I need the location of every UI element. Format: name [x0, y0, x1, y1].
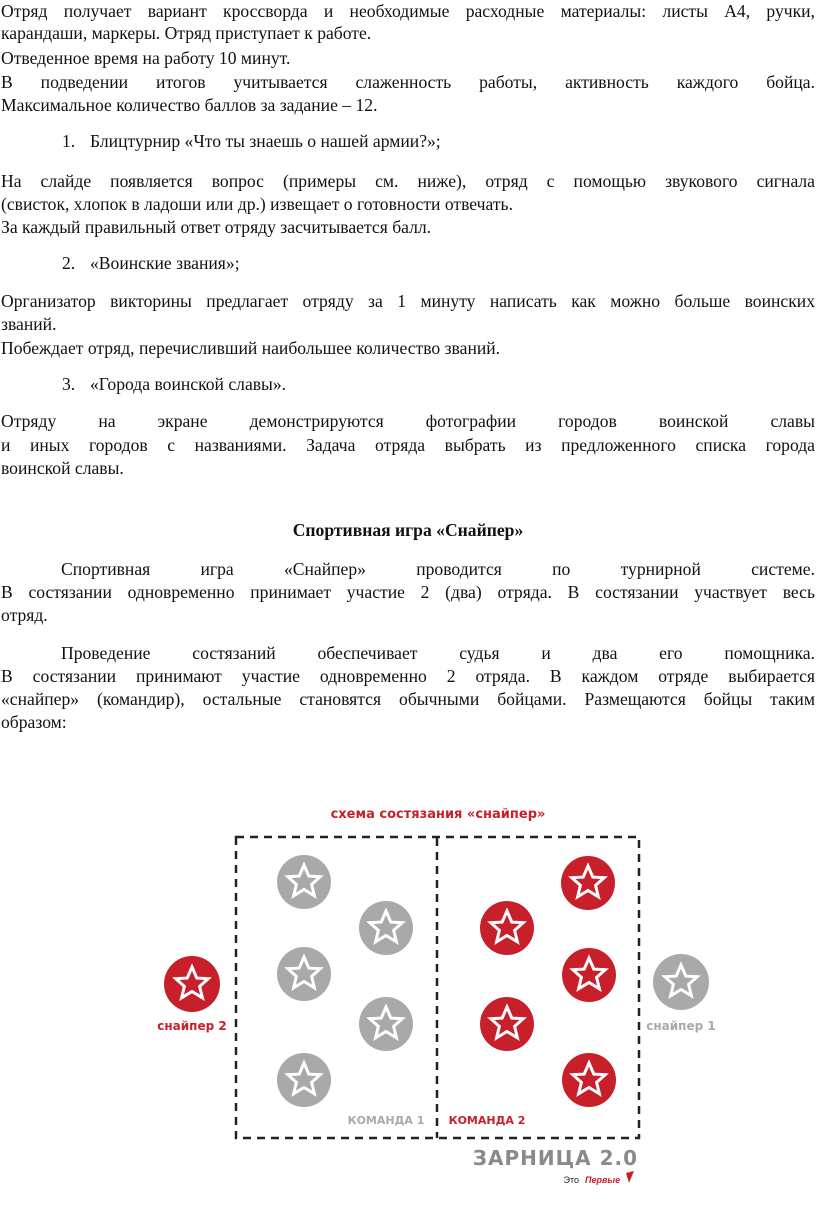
- paragraph-line: Организатор викторины предлагает отряду за 1 минуту написать как можно больше воинских: [1, 291, 815, 311]
- tagline-brand: Первые: [585, 1175, 621, 1185]
- list-text: Блицтурнир «Что ты знаешь о нашей армии?»;: [90, 131, 441, 151]
- player-red-star-icon: [562, 1053, 616, 1107]
- paragraph-line: Отряду на экране демонстрируются фотографии городов воинской славы: [1, 411, 815, 431]
- list-text: «Воинские звания»;: [90, 253, 240, 273]
- diagram-title: схема состязания «снайпер»: [330, 807, 546, 822]
- paragraph-line: воинской славы.: [1, 458, 124, 478]
- paragraph-line: и иных городов с названиями. Задача отряда выбрать из предложенного списка города: [1, 435, 815, 455]
- player-red-star-icon: [480, 901, 534, 955]
- player-gray-star-icon: [359, 997, 413, 1051]
- team1-label: КОМАНДА 1: [347, 1114, 425, 1127]
- section-title: Спортивная игра «Снайпер»: [292, 520, 524, 540]
- player-gray-star-icon: [277, 947, 331, 1001]
- team2-red-players: [480, 856, 616, 1107]
- paragraph-line: На слайде появляется вопрос (примеры см. ниже), отряд с помощью звукового сигнала: [1, 171, 815, 191]
- paragraph-line: В состязании одновременно принимает участие 2 (два) отряда. В состязании участвует весь: [1, 582, 815, 602]
- brand-logo-text: ЗАРНИЦА 2.0: [472, 1146, 638, 1170]
- sniper1-gray-star-icon: [653, 954, 709, 1010]
- player-gray-star-icon: [277, 1053, 331, 1107]
- tagline-prefix: Это: [563, 1175, 579, 1185]
- paragraph-line: В подведении итогов учитывается слаженность работы, активность каждого бойца.: [1, 72, 815, 92]
- player-red-star-icon: [480, 997, 534, 1051]
- paragraph-line: званий.: [1, 314, 57, 334]
- list-number: 2.: [62, 253, 76, 273]
- paragraph-line: Отряд получает вариант кроссворда и необходимые расходные материалы: листы А4, ручки,: [1, 1, 815, 21]
- player-red-star-icon: [561, 856, 615, 910]
- paragraph-line: отряд.: [1, 605, 48, 625]
- list-item: [0, 252, 816, 274]
- paragraph-line: Спортивная игра «Снайпер» проводится по турнирной системе.: [61, 559, 815, 579]
- list-item: [0, 373, 816, 395]
- paragraph-line: (свисток, хлопок в ладоши или др.) извещает о готовности отвечать.: [1, 194, 513, 214]
- paragraph-line: За каждый правильный ответ отряду засчитывается балл.: [1, 217, 432, 237]
- team2-label: КОМАНДА 2: [448, 1114, 526, 1127]
- sniper1-label: снайпер 1: [646, 1019, 716, 1033]
- list-number: 3.: [62, 374, 76, 394]
- list-item: [0, 130, 816, 152]
- paragraph-line: карандаши, маркеры. Отряд приступает к работе.: [1, 23, 372, 43]
- paragraph-line: В состязании принимают участие одновременно 2 отряда. В каждом отряде выбирается: [1, 666, 815, 686]
- paragraph-line: образом:: [1, 712, 67, 732]
- team1-gray-players: [277, 855, 413, 1107]
- list-text: «Города воинской славы».: [90, 374, 287, 394]
- list-number: 1.: [62, 131, 76, 151]
- brand-flag-icon: [626, 1171, 634, 1183]
- paragraph-line: Проведение состязаний обеспечивает судья и два его помощника.: [61, 643, 815, 663]
- player-red-star-icon: [562, 948, 616, 1002]
- player-gray-star-icon: [359, 901, 413, 955]
- paragraph-line: «снайпер» (командир), остальные становятся обычными бойцами. Размещаются бойцы таким: [1, 689, 815, 709]
- paragraph-line: Отведенное время на работу 10 минут.: [1, 48, 291, 68]
- player-gray-star-icon: [277, 855, 331, 909]
- sniper2-label: снайпер 2: [157, 1019, 227, 1033]
- paragraph-line: Максимальное количество баллов за задание – 12.: [1, 95, 378, 115]
- paragraph-line: Побеждает отряд, перечисливший наибольшее количество званий.: [1, 338, 501, 358]
- sniper-game-diagram: [0, 790, 816, 1221]
- sniper2-red-star-icon: [164, 956, 220, 1012]
